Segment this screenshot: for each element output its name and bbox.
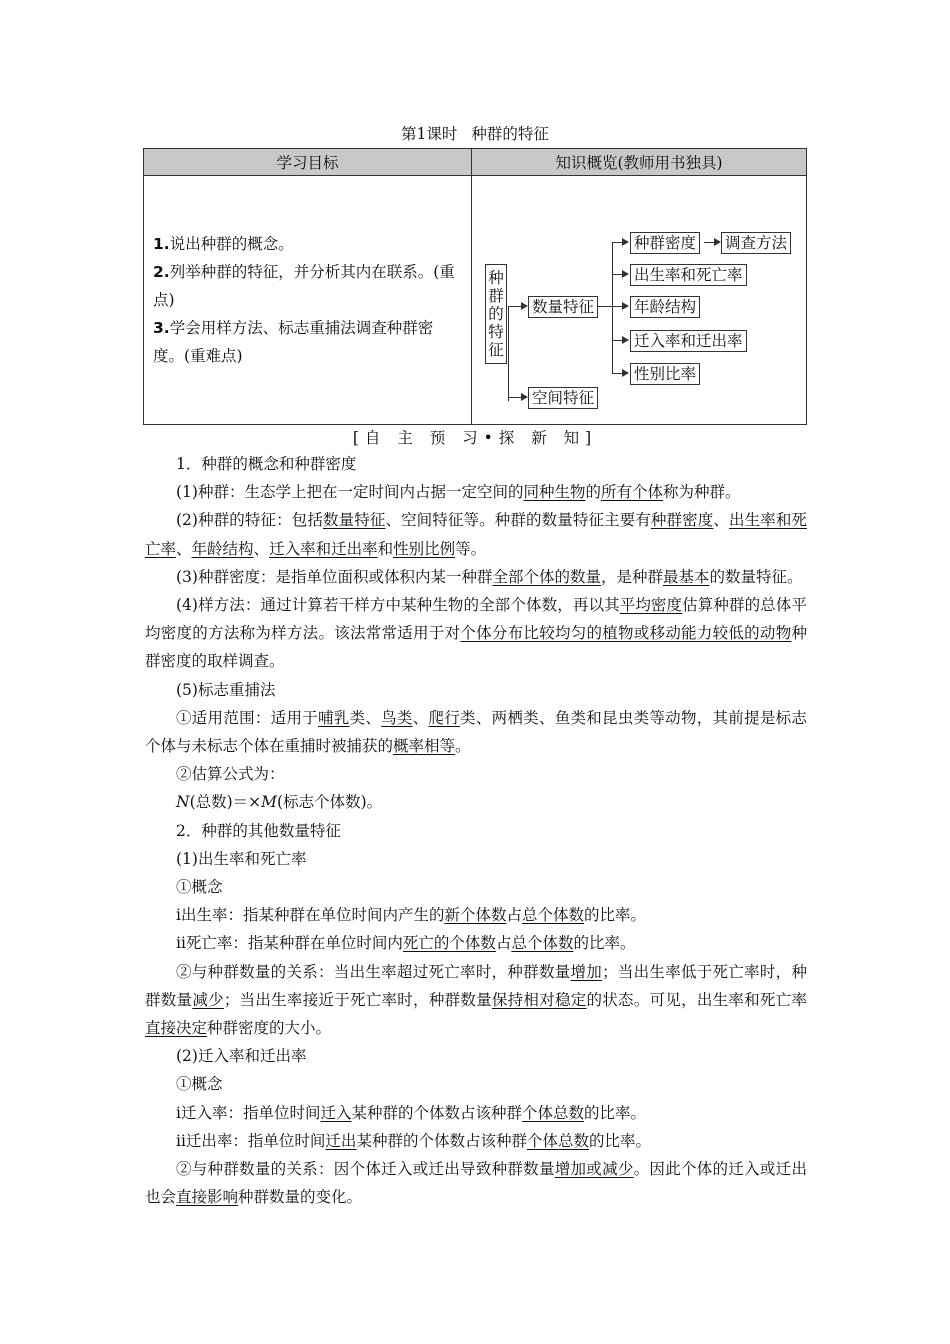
paragraph: ⅰ迁入率：指单位时间迁入某种群的个体数占该种群个体总数的比率。	[176, 1103, 647, 1122]
root-box: 种群的特征	[485, 264, 507, 364]
goal-number: 3.	[153, 319, 170, 337]
heading-2: 2．种群的其他数量特征	[176, 821, 341, 840]
item-age: 年龄结构	[630, 296, 700, 318]
concept-map	[472, 176, 806, 424]
arrow-icon	[622, 238, 629, 246]
lesson-topic: 种群的特征	[471, 125, 549, 143]
space-box: 空间特征	[528, 387, 598, 409]
connector	[704, 242, 714, 243]
connector	[612, 373, 622, 374]
goal-item	[153, 230, 463, 258]
goals-header: 学习目标	[144, 149, 472, 176]
arrow-icon	[521, 393, 528, 401]
goal-item	[153, 314, 463, 370]
paragraph: ②与种群数量的关系：因个体迁入或迁出导致种群数量增加或减少。因此个体的迁入或迁出也会直接影响种群数量的变化。	[145, 1160, 807, 1207]
paragraph: (5)标志重捕法	[176, 680, 276, 699]
lesson-title	[0, 122, 950, 144]
paragraph: (4)样方法：通过计算若干样方中某种生物的全部个体数，再以其平均密度估算种群的总体平均密度的方法称为样方法。该法常常适用于对个体分布比较均匀的植物或移动能力较低的动物种群密度的取样调查。	[145, 596, 807, 671]
goal-text: 说出种群的概念。	[169, 235, 294, 253]
goal-text: 学会用样方法、标志重捕法调查种群密度。(重难点)	[153, 319, 434, 365]
goals-list	[144, 230, 471, 370]
connector	[612, 274, 622, 275]
arrow-icon	[521, 302, 528, 310]
section-title: [自 主 预 习•探 新 知]	[352, 429, 598, 447]
connector	[598, 306, 612, 307]
main-content	[145, 450, 807, 1211]
arrow-icon	[714, 238, 721, 246]
goal-text: 列举种群的特征，并分析其内在联系。(重点)	[153, 263, 455, 309]
paragraph: ①适用范围：适用于哺乳类、鸟类、爬行类、两栖类、鱼类和昆虫类等动物，其前提是标志个体与未标志个体在重捕时被捕获的概率相等。	[145, 708, 807, 756]
quantity-box: 数量特征	[528, 296, 598, 318]
method-box: 调查方法	[721, 232, 791, 254]
goal-number: 2.	[153, 263, 170, 281]
connector	[508, 306, 522, 307]
connector	[612, 242, 613, 374]
overview-table	[143, 148, 807, 425]
concept-map-cell	[472, 176, 807, 425]
arrow-icon	[622, 270, 629, 278]
goal-item	[153, 258, 463, 314]
paragraph: ①概念	[176, 878, 223, 897]
arrow-icon	[622, 369, 629, 377]
paragraph: (3)种群密度：是指单位面积或体积内某一种群全部个体的数量，是种群最基本的数量特征。	[176, 567, 803, 586]
heading-1: 1．种群的概念和种群密度	[176, 455, 357, 473]
paragraph: ⅱ迁出率：指单位时间迁出某种群的个体数占该种群个体总数的比率。	[176, 1131, 651, 1150]
paragraph: (2)种群的特征：包括数量特征、空间特征等。种群的数量特征主要有种群密度、出生率和死亡率、年龄结构、迁入率和迁出率和性别比例等。	[145, 511, 807, 558]
item-migration: 迁入率和迁出率	[630, 330, 747, 352]
arrow-icon	[622, 336, 629, 344]
connector	[612, 242, 622, 243]
paragraph: (2)迁入率和迁出率	[176, 1047, 307, 1066]
lesson-number: 第1课时	[401, 125, 458, 143]
goals-cell	[144, 176, 472, 425]
overview-header: 知识概览(教师用书独具)	[472, 149, 807, 176]
connector	[508, 306, 509, 401]
paragraph: ⅱ死亡率：指某种群在单位时间内死亡的个体数占总个体数的比率。	[176, 934, 636, 953]
goal-number: 1.	[153, 235, 170, 253]
paragraph: ②估算公式为：	[176, 765, 285, 784]
paragraph: ①概念	[176, 1075, 223, 1094]
formula: N(总数)＝×M(标志个体数)。	[176, 793, 383, 812]
paragraph: (1)出生率和死亡率	[176, 849, 307, 868]
connector	[612, 340, 622, 341]
paragraph: ⅰ出生率：指某种群在单位时间内产生的新个体数占总个体数的比率。	[176, 906, 647, 925]
connector	[612, 306, 622, 307]
item-sex-ratio: 性别比率	[630, 363, 700, 385]
item-birth-death: 出生率和死亡率	[630, 264, 747, 286]
paragraph: (1)种群：生态学上把在一定时间内占据一定空间的同种生物的所有个体称为种群。	[176, 483, 741, 502]
arrow-icon	[622, 302, 629, 310]
item-density: 种群密度	[630, 232, 700, 254]
connector	[508, 397, 522, 398]
paragraph: ②与种群数量的关系：当出生率超过死亡率时，种群数量增加；当出生率低于死亡率时，种群数量减少；当出生率接近于死亡率时，种群数量保持相对稳定的状态。可见，出生率和死亡率直接决定种群密度的大小。	[145, 962, 807, 1038]
